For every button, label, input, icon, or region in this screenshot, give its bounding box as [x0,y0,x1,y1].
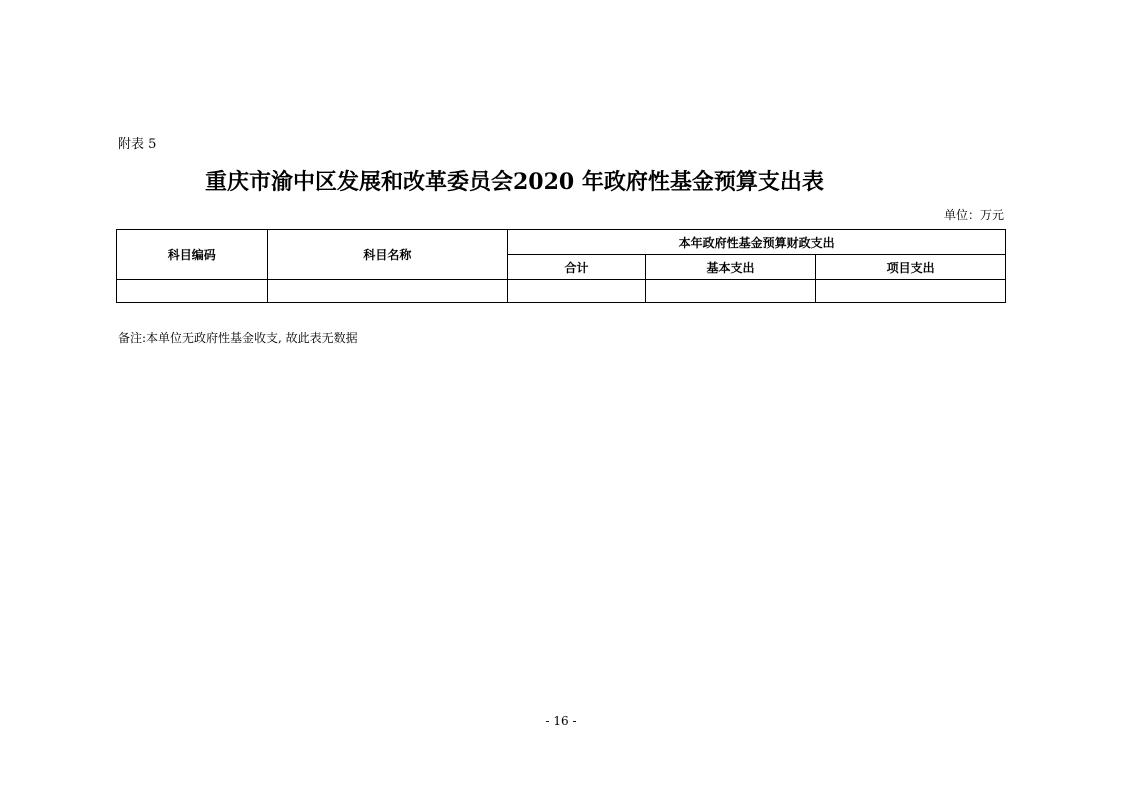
cell-total [508,280,645,303]
header-subject-name: 科目名称 [267,230,508,280]
table-row [117,280,1006,303]
page-title: 重庆市渝中区发展和改革委员会2020 年政府性基金预算支出表 [205,169,824,195]
cell-project-expenditure [816,280,1006,303]
cell-subject-code [117,280,268,303]
cell-subject-name [267,280,508,303]
header-expenditure-group: 本年政府性基金预算财政支出 [508,230,1006,255]
header-project-expenditure: 项目支出 [816,255,1006,280]
page-number: - 16 - [545,714,577,728]
table-header-row [117,230,1006,255]
unit-label: 单位：万元 [943,208,1004,222]
header-basic-expenditure: 基本支出 [645,255,816,280]
cell-basic-expenditure [645,280,816,303]
header-total: 合计 [508,255,645,280]
budget-expenditure-table [116,229,1006,303]
appendix-label: 附表 5 [118,137,157,152]
note-text: 备注:本单位无政府性基金收支, 故此表无数据 [118,331,358,345]
header-subject-code: 科目编码 [117,230,268,280]
